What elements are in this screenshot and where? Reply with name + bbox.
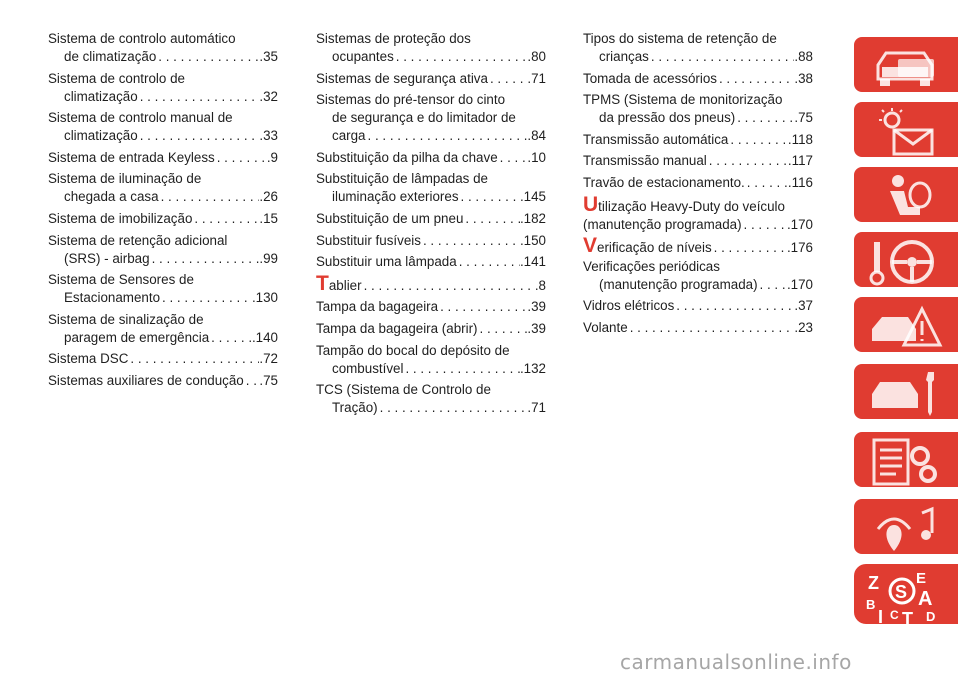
index-entry-title: Substituição de um pneu [316, 210, 464, 226]
index-entry-title: Travão de estacionamento. [583, 174, 745, 190]
index-entry-line [583, 48, 813, 66]
leader-dots [438, 298, 527, 316]
page-number: .75 [259, 372, 278, 388]
index-entry-title: tilização Heavy-Duty do veículo [598, 198, 785, 214]
leader-dots [728, 131, 788, 149]
page-number: .35 [259, 49, 278, 64]
index-entry-title: Sistema DSC [48, 351, 129, 367]
index-entry [48, 350, 278, 368]
index-entry-line [316, 170, 546, 188]
index-entry-continuation: (manutenção programada) [583, 216, 742, 232]
alphabetical-index-icon [864, 568, 946, 626]
leader-dots [717, 70, 794, 88]
index-entry-title: Tampa da bagageira (abrir) [316, 320, 478, 336]
leader-dots [366, 127, 528, 145]
index-entry [583, 192, 813, 234]
index-entry-title: Sistema de controlo manual de [48, 110, 233, 126]
page-number: .140 [251, 329, 278, 345]
index-entry-line [316, 232, 546, 250]
index-entry-line [583, 30, 813, 48]
index-entry-line [583, 91, 813, 109]
leader-dots [674, 297, 794, 315]
index-entry-line [583, 258, 813, 276]
index-entry-line [48, 271, 278, 289]
page-number: .170 [786, 216, 813, 232]
page-number: .72 [259, 351, 278, 367]
index-entry-line [48, 48, 278, 66]
index-entry-line [48, 350, 278, 368]
leader-dots [463, 210, 520, 228]
leader-dots [488, 70, 527, 88]
index-entry-line [48, 289, 278, 307]
index-entry-title: Tipos do sistema de retenção de [583, 31, 777, 46]
page-number: .116 [787, 174, 813, 190]
page-number: .117 [787, 153, 813, 169]
page-number: .150 [519, 232, 546, 248]
index-entry-title: Sistema de entrada Keyless [48, 149, 215, 165]
index-entry-continuation: da pressão dos pneus) [599, 110, 736, 126]
tab-lights-messages[interactable] [852, 100, 960, 159]
index-entry-continuation: Estacionamento [64, 290, 161, 306]
index-entry-line [316, 210, 546, 228]
leader-dots [459, 188, 520, 206]
index-entry-continuation: de segurança e do limitador de [332, 110, 516, 126]
index-entry-title: ablier [328, 277, 362, 293]
svg-text:S: S [895, 582, 908, 602]
section-letter: V [583, 234, 598, 258]
index-entry [48, 372, 278, 390]
index-entry-title: Transmissão manual [583, 153, 707, 169]
section-letter: T [316, 271, 329, 295]
index-entry-title: Sistemas do pré-tensor do cinto [316, 92, 506, 108]
index-entry-title: Sistema de iluminação de [48, 171, 202, 187]
index-entry-line [316, 91, 546, 109]
index-entry-title: Substituir fusíveis [316, 232, 421, 248]
index-entry [316, 342, 546, 378]
index-entry-line [583, 70, 813, 88]
svg-text:B: B [866, 597, 876, 612]
leader-dots [138, 127, 260, 145]
leader-dots [649, 48, 795, 66]
index-entry-line [583, 192, 813, 216]
index-entry-line [583, 234, 813, 258]
page-number: .23 [794, 319, 813, 335]
index-entry-line [48, 188, 278, 206]
lights-envelope-icon [864, 106, 946, 158]
index-entry [316, 30, 546, 66]
document-gears-icon [864, 436, 946, 488]
index-entry-continuation: ocupantes [332, 49, 394, 64]
index-entry-title: Transmissão automática [583, 131, 729, 147]
page-number: .71 [527, 70, 546, 86]
leader-dots [712, 239, 787, 257]
index-entry-title: Substituição da pilha da chave [316, 149, 498, 165]
index-entry-line [48, 311, 278, 329]
tab-emergency[interactable] [852, 295, 960, 354]
leader-dots [758, 276, 787, 294]
index-entry-line [583, 319, 813, 337]
index-entry [316, 271, 546, 295]
index-entry-continuation: crianças [599, 49, 649, 64]
index-entry [48, 70, 278, 106]
svg-text:T: T [902, 609, 913, 626]
index-entry-title: Tampa da bagageira [316, 299, 439, 315]
index-entry [583, 258, 813, 294]
index-entry-line [48, 250, 278, 268]
index-entry-line [316, 320, 546, 338]
leader-dots [215, 149, 267, 167]
leader-dots [403, 360, 519, 378]
index-entry-line [316, 360, 546, 378]
index-entry-title: Sistema de imobilização [48, 210, 193, 226]
svg-text:Z: Z [868, 573, 879, 593]
tab-safety[interactable] [852, 165, 960, 224]
index-entry-line [48, 372, 278, 390]
index-entry-continuation: climatização [64, 128, 138, 144]
page-number: .84 [527, 128, 546, 144]
index-entry-line [316, 342, 546, 360]
index-entry-line [48, 329, 278, 347]
page-number: .10 [527, 149, 546, 165]
leader-dots [707, 152, 788, 170]
index-entry-title: Vidros elétricos [583, 298, 675, 314]
tab-maintenance[interactable] [852, 362, 960, 421]
index-entry-line [583, 131, 813, 149]
index-entry-continuation: (manutenção programada) [599, 276, 758, 292]
car-wrench-icon [864, 368, 946, 420]
leader-dots [209, 329, 252, 347]
page-number: .39 [527, 320, 546, 336]
index-entry [48, 149, 278, 167]
leader-dots [156, 48, 259, 66]
index-entry-continuation: carga [332, 128, 366, 144]
index-entry-title: TPMS (Sistema de monitorização [583, 92, 783, 108]
leader-dots [159, 188, 260, 206]
index-entry-title: Verificações periódicas [583, 258, 720, 274]
index-entry-line [316, 109, 546, 127]
tab-technical-data[interactable] [852, 430, 960, 489]
index-entry-line [48, 30, 278, 48]
section-letter: U [583, 192, 599, 216]
index-entry [316, 170, 546, 206]
leader-dots [244, 372, 260, 390]
index-entry-line [316, 188, 546, 206]
leader-dots [745, 174, 788, 192]
index-entry-line [583, 152, 813, 170]
index-entry [583, 131, 813, 149]
watermark: carmanualsonline.info [620, 650, 852, 674]
index-entry [316, 253, 546, 271]
index-entry-title: Tomada de acessórios [583, 70, 717, 86]
index-entry [48, 30, 278, 66]
svg-text:I: I [878, 607, 884, 626]
index-entry-title: Sistema de controlo automático [48, 31, 236, 46]
leader-dots [457, 253, 520, 271]
page-number: .26 [259, 189, 278, 205]
index-entry-line [316, 48, 546, 66]
index-entry [583, 70, 813, 88]
index-entry-line [316, 381, 546, 399]
breakdown-warning-icon [864, 301, 946, 353]
index-entry [316, 70, 546, 88]
page-number: .32 [259, 88, 278, 104]
index-entry-line [316, 149, 546, 167]
index-entry-line [583, 109, 813, 127]
index-entry-line [583, 216, 813, 234]
index-entry [316, 210, 546, 228]
page-number: .15 [259, 210, 278, 226]
index-entry-continuation: (SRS) - airbag [64, 250, 150, 266]
svg-text:C: C [890, 608, 899, 622]
leader-dots [735, 109, 794, 127]
leader-dots [478, 320, 528, 338]
page-number: .75 [794, 110, 813, 126]
page-number: .33 [259, 128, 278, 144]
index-entry-line [48, 127, 278, 145]
leader-dots [128, 350, 259, 368]
leader-dots [160, 289, 252, 307]
index-entry-line [48, 170, 278, 188]
index-entry-continuation: paragem de emergência [64, 329, 210, 345]
index-entry-title: Tampão do bocal do depósito de [316, 342, 510, 358]
index-entry-line [316, 298, 546, 316]
index-entry-title: Sistemas auxiliares de condução [48, 372, 244, 388]
page-number: .170 [786, 276, 813, 292]
index-entry [48, 170, 278, 206]
index-entry-line [48, 88, 278, 106]
index-entry [583, 91, 813, 127]
index-entry-title: Sistema de sinalização de [48, 311, 204, 327]
page-number: .132 [519, 360, 546, 376]
page-number: .88 [794, 49, 813, 64]
svg-text:D: D [926, 609, 936, 624]
index-entry [583, 234, 813, 258]
index-entry [48, 210, 278, 228]
leader-dots [378, 399, 528, 417]
index-entry [48, 311, 278, 347]
index-column-2 [316, 30, 546, 421]
index-entry-continuation: Tração) [332, 400, 378, 416]
page-number: .182 [519, 210, 546, 226]
index-column-3 [583, 30, 813, 341]
leader-dots [192, 210, 259, 228]
index-entry-line [316, 30, 546, 48]
index-entry-title: Substituir uma lâmpada [316, 254, 457, 270]
index-entry-title: erificação de níveis [597, 240, 712, 256]
index-entry [583, 152, 813, 170]
index-entry-title: Substituição de lâmpadas de [316, 171, 488, 187]
index-entry-title: Sistema de Sensores de [48, 272, 194, 288]
page-number: .37 [794, 298, 813, 314]
index-entry-line [316, 70, 546, 88]
leader-dots [498, 149, 528, 167]
page-number: .99 [259, 250, 278, 266]
index-entry-line [48, 70, 278, 88]
index-entry-title: TCS (Sistema de Controlo de [316, 382, 491, 398]
leader-dots [421, 232, 520, 250]
index-column-1 [48, 30, 278, 394]
leader-dots [394, 48, 528, 66]
index-entry-line [583, 276, 813, 294]
index-entry-continuation: chegada a casa [64, 189, 159, 205]
car-dashboard-icon [864, 41, 946, 93]
index-entry-continuation: iluminação exteriores [332, 189, 459, 205]
index-entry-continuation: de climatização [64, 49, 157, 64]
index-entry-line [316, 127, 546, 145]
index-entry [316, 381, 546, 417]
index-entry [583, 30, 813, 66]
page-number: .118 [787, 131, 813, 147]
index-entry-title: Sistemas de proteção dos [316, 31, 471, 46]
index-entry [316, 320, 546, 338]
index-entry-title: Sistema de retenção adicional [48, 232, 228, 248]
page-number: .38 [794, 70, 813, 86]
index-entry [583, 319, 813, 337]
index-entry-continuation: climatização [64, 88, 138, 104]
index-entry-line [48, 149, 278, 167]
index-entry-line [316, 253, 546, 271]
index-entry [583, 297, 813, 315]
media-map-icon [864, 503, 946, 555]
index-entry [316, 232, 546, 250]
leader-dots [362, 277, 535, 295]
index-entry-line [48, 109, 278, 127]
leader-dots [742, 216, 787, 234]
index-entry [583, 174, 813, 192]
page-number: .9 [266, 149, 278, 165]
page-number: .145 [519, 189, 546, 205]
index-entry-continuation: combustível [332, 360, 404, 376]
page-number: .176 [786, 240, 813, 256]
index-entry [316, 91, 546, 145]
page-number: .80 [527, 49, 546, 64]
key-steering-icon [864, 236, 946, 288]
page-number: .39 [527, 299, 546, 315]
index-entry [48, 271, 278, 307]
index-entry-line [316, 399, 546, 417]
leader-dots [150, 250, 260, 268]
tab-starting-driving[interactable] [852, 230, 960, 289]
tab-multimedia[interactable] [852, 497, 960, 556]
tab-alphabetical-index[interactable] [852, 562, 960, 626]
svg-text:A: A [918, 588, 933, 610]
svg-text:E: E [916, 570, 927, 587]
leader-dots [628, 319, 795, 337]
index-entry-line [48, 232, 278, 250]
leader-dots [138, 88, 260, 106]
airbag-seat-icon [864, 171, 946, 223]
index-entry [316, 298, 546, 316]
tab-car-dashboard[interactable] [852, 35, 960, 94]
index-entry [316, 149, 546, 167]
index-entry [48, 109, 278, 145]
index-entry-line [316, 271, 546, 295]
index-entry-title: Sistemas de segurança ativa [316, 70, 488, 86]
index-entry-line [583, 174, 813, 192]
page-number: .130 [251, 290, 278, 306]
index-entry-title: Volante [583, 319, 628, 335]
page-number: .8 [534, 277, 546, 293]
page-number: .71 [527, 400, 546, 416]
chapter-tabs [852, 0, 960, 678]
index-entry-title: Sistema de controlo de [48, 70, 185, 86]
index-entry-line [48, 210, 278, 228]
index-entry [48, 232, 278, 268]
index-entry-line [583, 297, 813, 315]
page-number: .141 [519, 254, 546, 270]
